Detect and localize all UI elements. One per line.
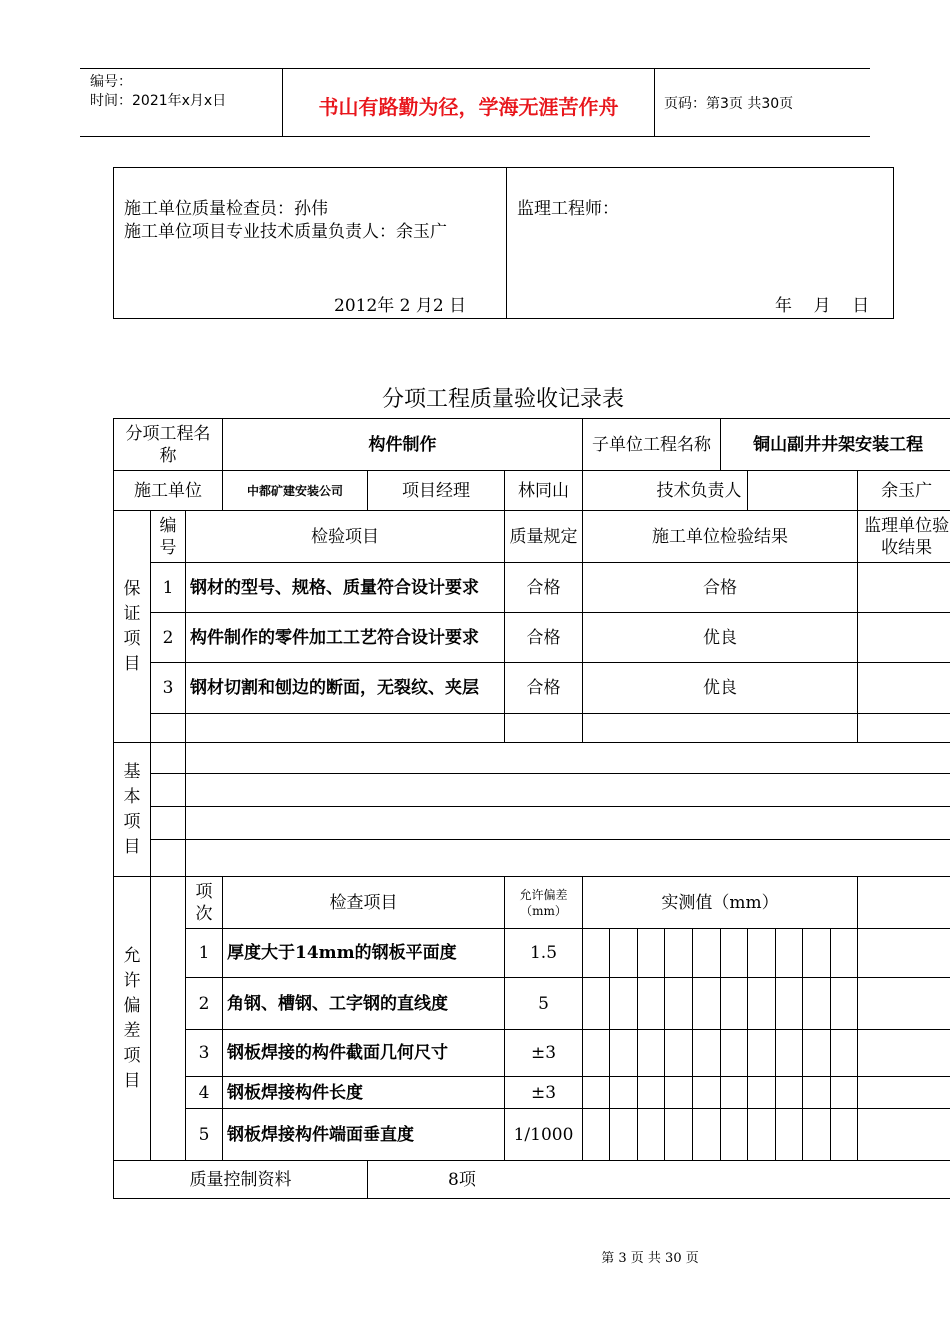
deviation-row-allow: 5 [505,978,583,1030]
basic-section-label: 基本项目 [114,743,151,877]
empty-cell [186,714,505,743]
deviation-col-allow-unit: （mm） [520,903,567,918]
guarantee-row-no: 1 [151,563,186,613]
guarantee-row-no: 3 [151,663,186,714]
tech-label [583,471,748,511]
deviation-row-item: 钢板焊接构件端面垂直度 [223,1109,505,1161]
deviation-row-no: 4 [186,1077,223,1109]
empty-cell [151,714,186,743]
table-row [114,663,950,714]
contractor-label: 施工单位 [114,471,223,511]
signoff-contractor-cell [114,168,507,319]
measured-cell [693,1109,721,1161]
qc-value: 8项 [368,1161,950,1199]
manager-label: 项目经理 [368,471,505,511]
guarantee-row-result: 合格 [583,563,858,613]
deviation-row-no: 1 [186,929,223,978]
table-row [114,1109,950,1161]
table-row [114,807,950,840]
guarantee-col-result-text: 施工单位检验结果 [652,526,789,547]
deviation-row-allow: ±3 [505,1077,583,1109]
measured-cell [610,929,638,978]
sub-project-label: 分项工程名称 [114,419,223,471]
manager-value: 林同山 [505,471,583,511]
deviation-row-item: 钢板焊接构件长度 [223,1077,505,1109]
empty-cell [186,743,950,774]
table-row [114,1077,950,1109]
guarantee-row-item: 构件制作的零件加工工艺符合设计要求 [186,613,505,663]
signoff-table [113,167,894,319]
empty-cell [151,840,186,877]
measured-cell [610,1030,638,1077]
document-time-label: 时间：2021年x月x日 [90,93,227,109]
deviation-col-allow-text: 允许偏差 [519,887,568,902]
deviation-col-allow [505,877,583,929]
deviation-row-no: 2 [186,978,223,1030]
signoff-inspector: 施工单位质量检查员：孙伟 [124,199,328,219]
measured-cell [583,1077,610,1109]
table-row [114,978,950,1030]
empty-cell [186,807,950,840]
quality-record-table [113,418,950,1199]
table-row [114,1030,950,1077]
measured-cell [638,1030,665,1077]
signoff-tech-lead: 施工单位项目专业技术质量负责人：余玉广 [124,222,447,242]
measured-cell [583,1109,610,1161]
header-page-info: 页码：第3页 共30页 [664,96,794,112]
measured-cell [665,929,693,978]
empty-cell [858,978,950,1030]
signoff-supervisor: 监理工程师： [517,199,619,219]
deviation-row-item: 钢板焊接的构件截面几何尺寸 [223,1030,505,1077]
guarantee-col-rule: 质量规定 [505,511,583,563]
header-motto: 书山有路勤为径，学海无涯苦作舟 [318,95,619,119]
tech-value: 余玉广 [858,471,950,511]
guarantee-col-supervision: 监理单位验收结果 [858,511,950,563]
table-row [114,774,950,807]
deviation-row-no: 3 [186,1030,223,1077]
measured-cell [748,1030,776,1077]
deviation-row-no: 5 [186,1109,223,1161]
measured-cell [610,978,638,1030]
measured-cell [748,929,776,978]
empty-cell [151,774,186,807]
measured-cell [721,978,748,1030]
deviation-section-label: 允许偏差项目 [114,877,151,1161]
measured-cell [583,978,610,1030]
contractor-value: 中都矿建安装公司 [223,471,368,511]
sub-project-value: 构件制作 [223,419,583,471]
guarantee-col-item: 检验项目 [186,511,505,563]
guarantee-row-rule: 合格 [505,663,583,714]
measured-cell [831,1030,858,1077]
measured-cell [831,929,858,978]
measured-cell [776,1030,803,1077]
measured-cell [748,1077,776,1109]
empty-cell [858,877,950,929]
measured-cell [583,929,610,978]
guarantee-row-no: 2 [151,613,186,663]
signoff-date-left: 2012年 2 月2 日 [334,296,467,316]
guarantee-row-supervision [858,613,950,663]
guarantee-col-no: 编号 [151,511,186,563]
tech-spacer [748,471,858,511]
measured-cell [803,978,831,1030]
unit-project-value: 铜山副井井架安装工程 [721,419,950,471]
measured-cell [803,1109,831,1161]
table-row [114,563,950,613]
measured-cell [665,1030,693,1077]
document-number-label: 编号： [90,74,132,90]
deviation-row-item: 角钢、槽钢、工字钢的直线度 [223,978,505,1030]
empty-cell [858,714,950,743]
measured-cell [721,929,748,978]
empty-cell [186,774,950,807]
deviation-row-allow: ±3 [505,1030,583,1077]
empty-cell [186,840,950,877]
guarantee-row-rule: 合格 [505,563,583,613]
measured-cell [693,1077,721,1109]
empty-cell [858,1109,950,1161]
measured-cell [721,1077,748,1109]
table-row [114,714,950,743]
measured-cell [831,1109,858,1161]
table-row [114,613,950,663]
measured-cell [748,1109,776,1161]
measured-cell [748,978,776,1030]
measured-cell [776,1077,803,1109]
measured-cell [665,1077,693,1109]
deviation-col-item: 检查项目 [223,877,505,929]
table-row [114,929,950,978]
measured-cell [721,1109,748,1161]
guarantee-section-label: 保证项目 [114,511,151,743]
measured-cell [638,1109,665,1161]
measured-cell [831,978,858,1030]
measured-cell [776,978,803,1030]
measured-cell [693,929,721,978]
table-row [114,743,950,774]
empty-cell [583,714,858,743]
guarantee-row-result: 优良 [583,663,858,714]
measured-cell [693,1030,721,1077]
measured-cell [610,1109,638,1161]
guarantee-row-rule: 合格 [505,613,583,663]
measured-cell [803,1030,831,1077]
guarantee-row-supervision [858,663,950,714]
deviation-blank-column [151,877,186,1161]
measured-cell [665,978,693,1030]
measured-cell [803,1077,831,1109]
measured-cell [638,1077,665,1109]
tech-label-text: 技术负责人 [656,480,742,501]
table-row [114,840,950,877]
measured-cell [583,1030,610,1077]
measured-cell [776,1109,803,1161]
empty-cell [858,929,950,978]
deviation-row-allow: 1.5 [505,929,583,978]
qc-label: 质量控制资料 [114,1161,368,1199]
guarantee-col-result [583,511,858,563]
measured-cell [721,1030,748,1077]
deviation-row-item: 厚度大于14mm的钢板平面度 [223,929,505,978]
measured-cell [665,1109,693,1161]
measured-cell [638,929,665,978]
measured-cell [638,978,665,1030]
measured-cell [803,929,831,978]
guarantee-row-supervision [858,563,950,613]
empty-cell [858,1030,950,1077]
deviation-col-no: 项次 [186,877,223,929]
signoff-date-right: 年 月 日 [775,296,870,316]
measured-cell [831,1077,858,1109]
empty-cell [151,743,186,774]
measured-cell [776,929,803,978]
empty-cell [858,1077,950,1109]
deviation-col-measured: 实测值（mm） [583,877,858,929]
guarantee-row-item: 钢材的型号、规格、质量符合设计要求 [186,563,505,613]
empty-cell [505,714,583,743]
signoff-supervisor-cell [507,168,894,319]
guarantee-row-result: 优良 [583,613,858,663]
measured-cell [693,978,721,1030]
measured-cell [610,1077,638,1109]
unit-project-label: 子单位工程名称 [583,419,721,471]
deviation-row-allow: 1/1000 [505,1109,583,1161]
footer-page-number: 第 3 页 共 30 页 [601,1251,699,1266]
guarantee-row-item: 钢材切割和刨边的断面，无裂纹、夹层 [186,663,505,714]
empty-cell [151,807,186,840]
form-title: 分项工程质量验收记录表 [381,387,624,412]
